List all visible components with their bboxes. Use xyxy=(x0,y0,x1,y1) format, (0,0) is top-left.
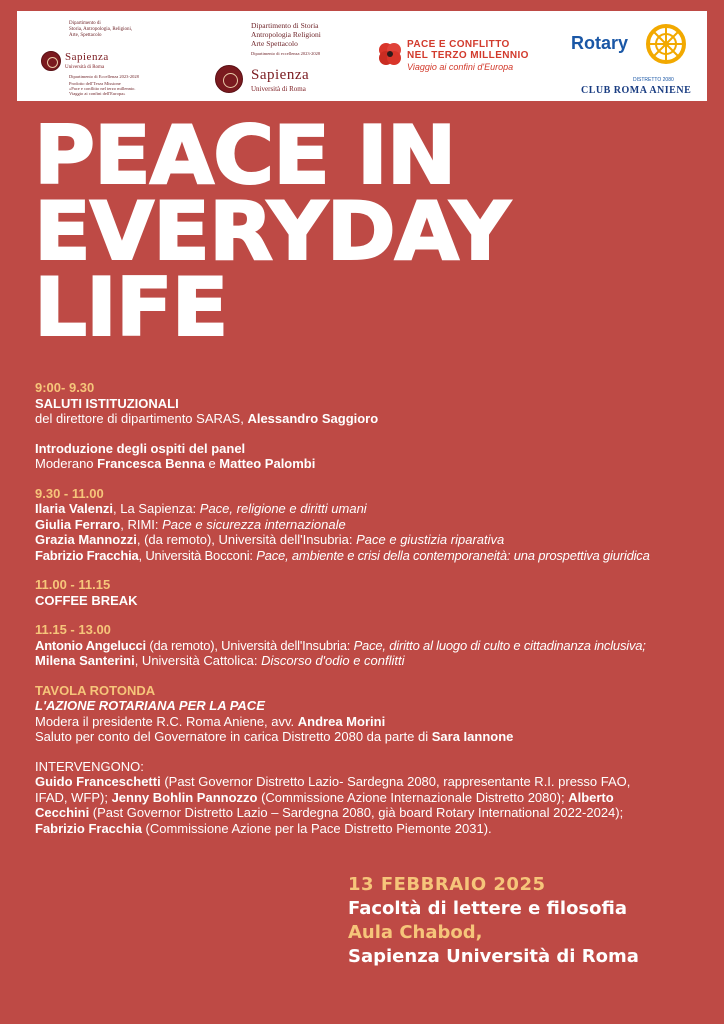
speaker-line: Grazia Mannozzi, (da remoto), Università dell'Insubria: Pace e giustizia riparativa xyxy=(35,532,505,547)
moderator-line: Modera il presidente R.C. Roma Aniene, avv. Andrea Morini xyxy=(35,713,386,729)
excellence-label: Dipartimento di Eccellenza 2023-2028 xyxy=(69,74,139,79)
header-logos-band xyxy=(17,11,707,101)
dept-line: Arte, Spettacolo xyxy=(69,33,102,38)
speaker-line: Giulia Ferraro, RIMI: Pace e sicurezza internazionale xyxy=(35,516,346,532)
session-time: 9:00- 9.30 xyxy=(35,380,95,395)
session-intro xyxy=(35,441,707,472)
moderators-line: Moderano Francesca Benna e Matteo Palombi xyxy=(35,456,316,471)
title-line: PEACE IN xyxy=(34,109,456,202)
event-date: 13 FEBBRAIO 2025 xyxy=(348,874,546,895)
title-line: EVERYDAY xyxy=(34,185,510,278)
sapienza-wordmark: Sapienza xyxy=(251,67,310,83)
sapienza-subtitle: Università di Roma xyxy=(65,65,105,70)
sapienza-subtitle: Università di Roma xyxy=(251,85,306,93)
event-details xyxy=(348,873,708,969)
sapienza-left-logo xyxy=(39,21,189,97)
session-time: 11.00 - 11.15 xyxy=(35,577,111,592)
speakers-line: Fabrizio Fracchia (Commissione Azione per la Pace Distretto Piemonte 2031). xyxy=(35,820,492,836)
sapienza-seal-icon xyxy=(215,65,243,93)
rotary-wheel-icon xyxy=(645,23,687,65)
event-university: Sapienza Università di Roma xyxy=(348,946,639,967)
dept-line: Antropologia Religioni xyxy=(251,30,321,39)
session-speakers xyxy=(35,759,707,837)
event-faculty: Facoltà di lettere e filosofia xyxy=(348,898,627,919)
session-title: TAVOLA ROTONDA xyxy=(35,682,156,698)
peace-logo-line1: PACE E CONFLITTO xyxy=(407,39,510,50)
sapienza-center-logo xyxy=(213,21,363,97)
project-line: Prodotto dell'Terza Missione xyxy=(69,81,121,86)
speakers-heading: INTERVENGONO: xyxy=(35,758,144,774)
dept-line: Dipartimento di Storia xyxy=(251,21,319,30)
program-schedule xyxy=(35,380,707,850)
session-time: 9.30 - 11.00 xyxy=(35,485,104,501)
pace-conflitto-logo xyxy=(377,39,547,79)
speaker-line: Ilaria Valenzi, La Sapienza: Pace, religione e diritti umani xyxy=(35,501,367,516)
session-time: 11.15 - 13.00 xyxy=(35,622,111,637)
speakers-line: Cecchini (Past Governor Distretto Lazio – Sardegna 2080, già board Rotary International 2022-2024); xyxy=(35,805,624,820)
peace-logo-line2: NEL TERZO MILLENNIO xyxy=(407,50,529,61)
rotary-logo xyxy=(567,21,702,97)
speakers-line: Guido Franceschetti (Past Governor Distretto Lazio- Sardegna 2080, rappresentante R.I. presso FAO, xyxy=(35,774,631,789)
session-coffee-break xyxy=(35,577,707,608)
rotary-district: DISTRETTO 2080 xyxy=(633,77,674,83)
session-subtitle: L'AZIONE ROTARIANA PER LA PACE xyxy=(35,698,265,713)
dept-line: Arte Spettacolo xyxy=(251,39,298,48)
excellence-label: Dipartimento di eccellenza 2023-2028 xyxy=(251,51,321,56)
dept-line: Storia, Antropologia, Religioni, xyxy=(69,27,133,32)
title-line: LIFE xyxy=(34,261,228,354)
project-line: «Pace e conflitto nel terzo millennio. xyxy=(69,86,136,91)
session-title: COFFEE BREAK xyxy=(35,592,138,608)
session-line: del direttore di dipartimento SARAS, Alessandro Saggioro xyxy=(35,411,379,426)
rotary-club-name: CLUB ROMA ANIENE xyxy=(581,85,692,96)
intro-title: Introduzione degli ospiti del panel xyxy=(35,440,246,456)
sapienza-wordmark: Sapienza xyxy=(65,51,109,63)
dept-line: Dipartimento di xyxy=(69,21,101,26)
speaker-line: Antonio Angelucci (da remoto), Università dell'Insubria: Pace, diritto al luogo di culto e cittadinanza inclusiva; xyxy=(35,637,646,653)
event-room: Aula Chabod, xyxy=(348,922,483,943)
speaker-line: Fabrizio Fracchia, Università Bocconi: Pace, ambiente e crisi della contemporaneità: una prospettiva giuridica xyxy=(35,547,650,563)
session-panel-1 xyxy=(35,486,707,564)
speaker-line: Milena Santerini, Università Cattolica: Discorso d'odio e conflitti xyxy=(35,653,405,668)
event-title xyxy=(34,109,724,354)
project-line: Viaggio ai confini dell'Europa» xyxy=(69,91,126,96)
speakers-line: IFAD, WFP); Jenny Bohlin Pannozzo (Commissione Azione Internazionale Distretto 2080); Alberto xyxy=(35,789,614,805)
session-title: SALUTI ISTITUZIONALI xyxy=(35,395,179,411)
peace-logo-line3: Viaggio ai confini d'Europa xyxy=(407,62,514,72)
session-panel-2 xyxy=(35,622,707,669)
session-welcome xyxy=(35,380,707,427)
rotary-wordmark: Rotary xyxy=(571,33,629,53)
sapienza-seal-icon xyxy=(41,51,61,71)
poppy-flower-icon xyxy=(377,41,403,67)
session-round-table xyxy=(35,683,707,745)
greeting-line: Saluto per conto del Governatore in carica Distretto 2080 da parte di Sara Iannone xyxy=(35,729,514,744)
